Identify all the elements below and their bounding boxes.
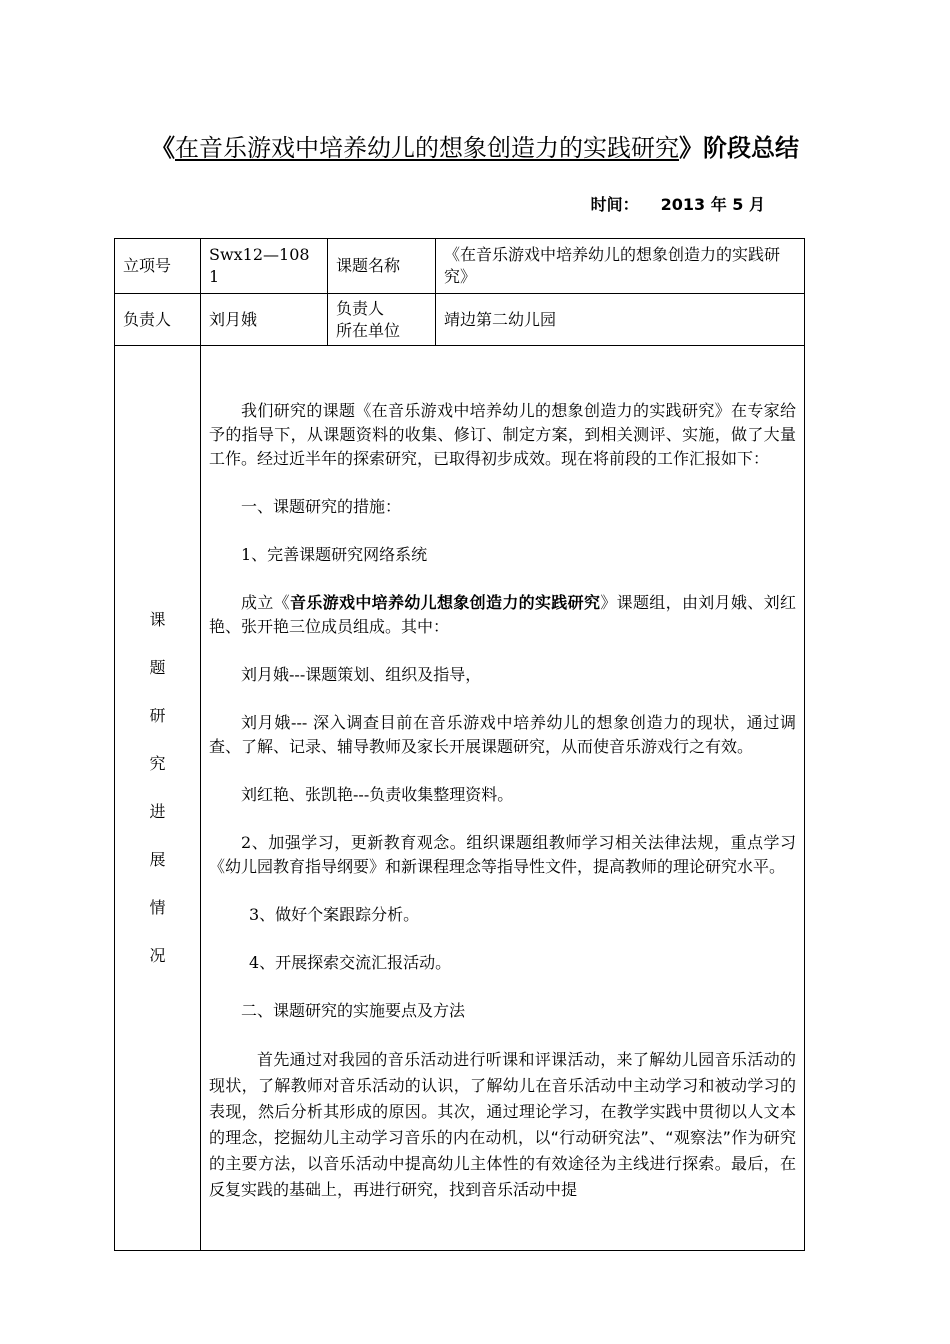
side-char: 进 [149, 802, 166, 821]
leader-label: 负责人 [115, 294, 201, 346]
side-char: 展 [149, 850, 166, 869]
side-char: 研 [149, 706, 166, 725]
project-name-value: 《在音乐游戏中培养幼儿的想象创造力的实践研究》 [436, 239, 805, 294]
table-row [115, 346, 805, 1251]
leader-unit-label-line2: 所在单位 [336, 320, 401, 340]
table-row [115, 239, 805, 294]
paragraph: 刘月娥---课题策划、组织及指导， [241, 664, 482, 684]
side-char: 况 [149, 946, 166, 965]
paragraph: 首先通过对我园的音乐活动进行听课和评课活动，来了解幼儿园音乐活动的现状，了解教师对音乐活动的认识，了解幼儿在音乐活动中主动学习和被动学习的表现，然后分析其形成的原因。其次，通过理论学习，在教学实践中贯彻以人文本的理念，挖掘幼儿主动学习音乐的内在动机，以“行动研究法”、“观察法”作为研究的主要方法，以音乐活动中提高幼儿主体性的有效途径为主线进行探索。最后，在反复实践的基础上，再进行研究，找到音乐活动中提 [209, 1049, 796, 1199]
paragraph: 我们研究的课题《在音乐游戏中培养幼儿的想象创造力的实践研究》在专家给予的指导下，从课题资料的收集、修订、制定方案，到相关测评、实施，做了大量工作。经过近半年的探索研究，已取得初步成效。现在将前段的工作汇报如下： [209, 400, 796, 468]
paragraph: 一、课题研究的措施： [241, 496, 402, 516]
project-number-label: 立项号 [115, 239, 201, 294]
paragraph: 2、加强学习，更新教育观念。组织课题组教师学习相关法律法规，重点学习《幼儿园教育指导纲要》和新课程理念等指导性文件，提高教师的理论研究水平。 [209, 832, 796, 876]
paragraph: 3、做好个案跟踪分析。 [249, 904, 420, 924]
date-line [591, 192, 765, 215]
progress-content [201, 346, 805, 1251]
progress-side-label [115, 346, 201, 1251]
project-table [114, 238, 805, 1251]
paragraph-part: 》课题组，由刘月娥、刘红艳、张开艳三位成员组成。其中： [209, 592, 796, 636]
document-title [0, 128, 950, 163]
paragraph: 4、开展探索交流汇报活动。 [249, 952, 452, 972]
paragraph [209, 591, 796, 639]
paragraph: 1、完善课题研究网络系统 [241, 544, 428, 564]
side-char: 课 [149, 610, 166, 629]
project-number-value: Swx12—1081 [201, 239, 328, 294]
paragraph: 刘红艳、张凯艳---负责收集整理资料。 [241, 784, 514, 804]
leader-value: 刘月娥 [201, 294, 328, 346]
paragraph-part: 成立《 [241, 592, 290, 612]
table-row [115, 294, 805, 346]
title-main: 在音乐游戏中培养幼儿的想象创造力的实践研究 [175, 134, 679, 162]
paragraph-bold-part: 音乐游戏中培养幼儿想象创造力的实践研究 [290, 592, 601, 612]
date-value: 2013 年 5 月 [660, 195, 765, 214]
date-label: 时间： [590, 195, 639, 214]
side-char: 情 [149, 898, 166, 917]
leader-unit-label-line1: 负责人 [336, 298, 385, 318]
project-name-label: 课题名称 [328, 239, 436, 294]
paragraph: 二、课题研究的实施要点及方法 [241, 1000, 466, 1020]
leader-unit-label [328, 294, 436, 346]
side-char: 究 [149, 754, 166, 773]
side-char: 题 [149, 658, 166, 677]
leader-unit-value: 靖边第二幼儿园 [436, 294, 805, 346]
title-open: 《 [151, 134, 175, 162]
paragraph: 刘月娥--- 深入调查目前在音乐游戏中培养幼儿的想象创造力的现状，通过调查、了解、记录、辅导教师及家长开展课题研究，从而使音乐游戏行之有效。 [209, 712, 796, 756]
title-suffix: 》阶段总结 [679, 134, 799, 162]
